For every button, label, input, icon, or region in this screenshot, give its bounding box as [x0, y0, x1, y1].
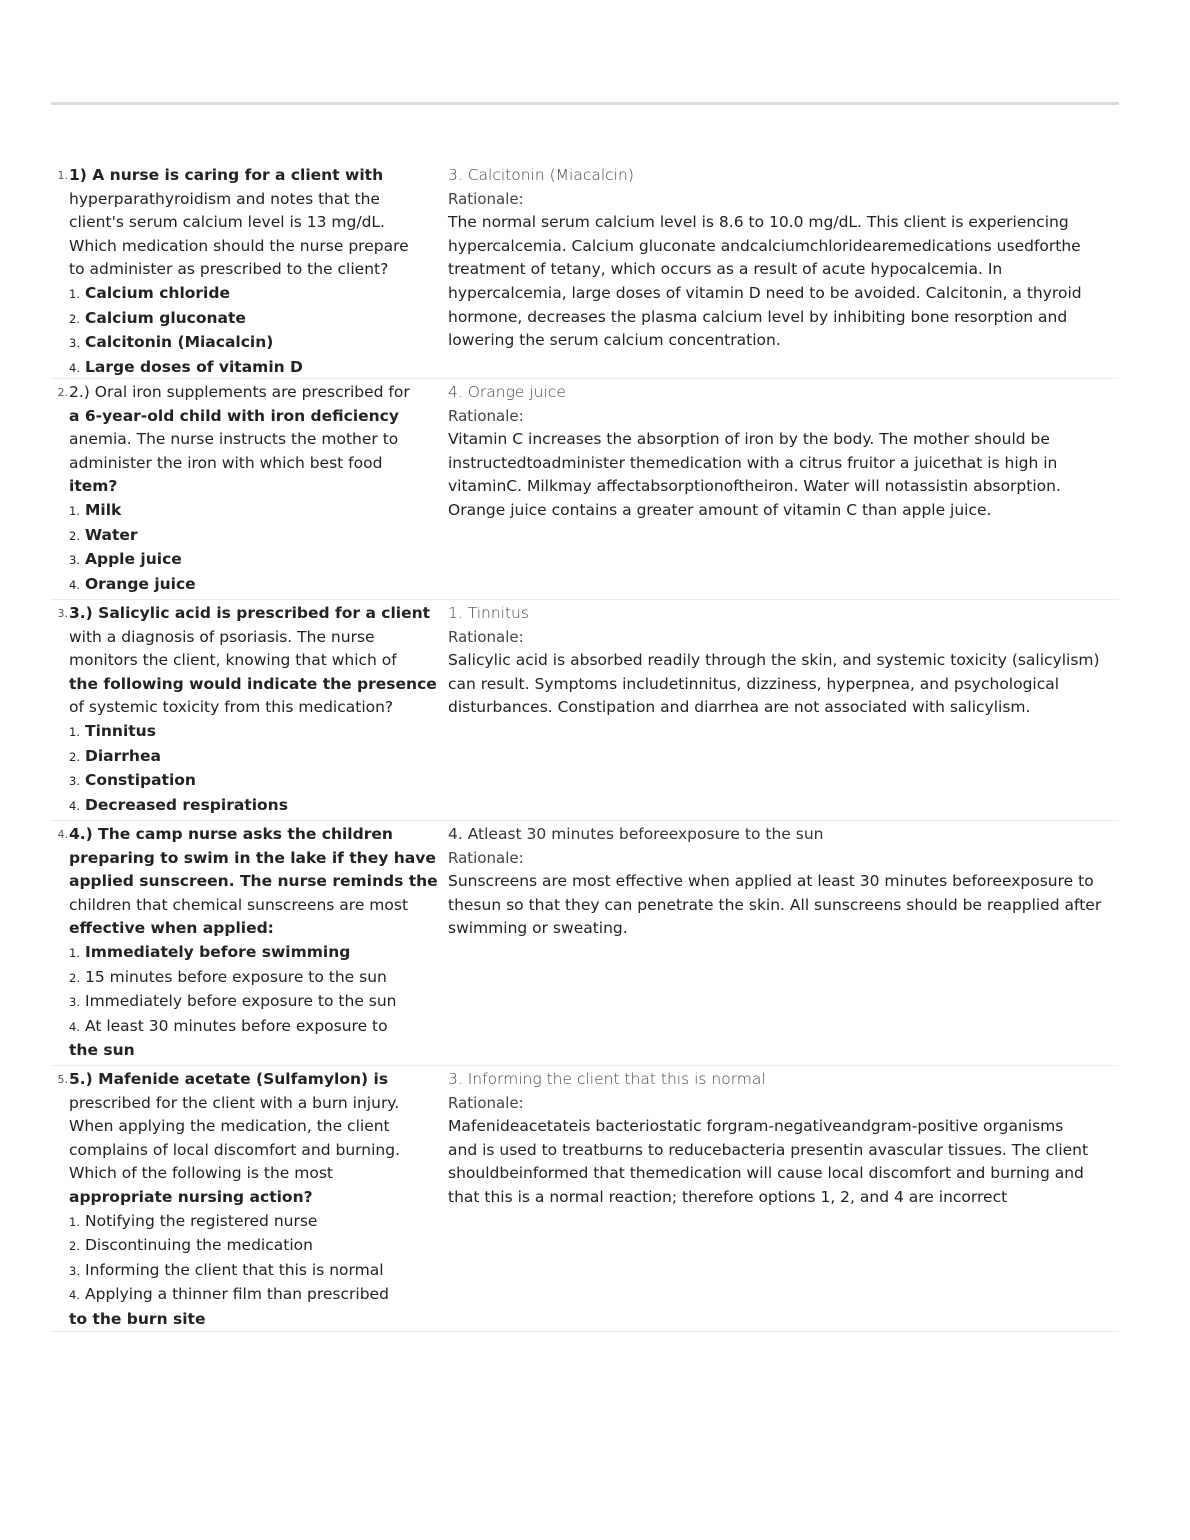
rationale-text-line: Vitamin C increases the absorption of iron by the body. The mother should be: [448, 430, 1050, 449]
question-column: [51, 602, 448, 820]
rationale-text-line: hypercalcemia. Calcium gluconate andcalciumchloridearemedications usedforthe: [448, 236, 1081, 255]
option-number: 4.: [69, 1019, 80, 1034]
question-number: 1.: [57, 169, 68, 182]
answer-option: [69, 548, 448, 573]
option-number: 4.: [69, 1288, 80, 1303]
answer-option: [69, 1283, 448, 1308]
rationale-text-line: The normal serum calcium level is 8.6 to 10.0 mg/dL. This client is experiencing: [448, 213, 1069, 232]
answer-option: [69, 966, 448, 991]
option-text: Tinnitus: [85, 721, 156, 740]
option-text: 15 minutes before exposure to the sun: [85, 967, 387, 986]
option-text: Discontinuing the medication: [85, 1236, 313, 1255]
answer-option: [69, 282, 448, 307]
answer-option: [69, 1015, 448, 1040]
option-number: 2.: [69, 749, 80, 764]
option-number: 1.: [69, 945, 80, 960]
answer-option: [69, 941, 448, 966]
question-text-line: prescribed for the client with a burn injury.: [69, 1093, 400, 1112]
question-card: [51, 379, 1119, 600]
option-number: 4.: [69, 360, 80, 375]
question-text-line: Which medication should the nurse prepare: [69, 236, 409, 255]
rationale-text-line: Salicylic acid is absorbed readily through the skin, and systemic toxicity (salicylism): [448, 651, 1100, 670]
rationale-text-line: instructedtoadminister themedication with a citrus fruitor a juicethat is high in: [448, 453, 1058, 472]
answer-option: [69, 745, 448, 770]
option-number: 1.: [69, 724, 80, 739]
option-text: At least 30 minutes before exposure to: [85, 1016, 388, 1035]
question-number: 3.: [57, 607, 68, 620]
option-text: Immediately before exposure to the sun: [85, 992, 397, 1011]
question-text-line: 4.) The camp nurse asks the children: [69, 825, 393, 843]
rationale-label: Rationale:: [448, 189, 524, 208]
question-text-line: monitors the client, knowing that which of: [69, 651, 397, 670]
option-number: 1.: [69, 286, 80, 301]
option-number: 2.: [69, 970, 80, 985]
question-text-line: anemia. The nurse instructs the mother to: [69, 430, 399, 449]
question-text-line: 3.) Salicylic acid is prescribed for a client: [69, 604, 431, 622]
answer-option: [69, 1259, 448, 1284]
option-number: 2.: [69, 528, 80, 543]
answer-option: [69, 573, 448, 598]
question-number: 4.: [57, 828, 68, 841]
top-divider: [51, 102, 1119, 105]
option-text: Immediately before swimming: [85, 942, 351, 961]
question-body: [69, 602, 448, 820]
option-text: Calcium chloride: [85, 283, 230, 302]
rationale-text-line: that this is a normal reaction; therefore options 1, 2, and 4 are incorrect: [448, 1187, 1008, 1206]
answer-option: [69, 990, 448, 1015]
answer-option: [69, 307, 448, 332]
question-text-line: to administer as prescribed to the client?: [69, 260, 389, 279]
question-column: [51, 1068, 448, 1331]
answer-option: [69, 524, 448, 549]
rationale-label: Rationale:: [448, 1093, 524, 1112]
rationale-text-line: hormone, decreases the plasma calcium level by inhibiting bone resorption and: [448, 307, 1068, 326]
option-number: 4.: [69, 577, 80, 592]
question-number: 2.: [57, 386, 68, 399]
question-body: [69, 164, 448, 378]
rationale-label: Rationale:: [448, 627, 524, 646]
option-text: Diarrhea: [85, 746, 161, 765]
answer-option: [69, 1234, 448, 1259]
option-number: 4.: [69, 798, 80, 813]
answer-option: [69, 331, 448, 356]
option-number: 3.: [69, 553, 80, 568]
option-text: the sun: [69, 1041, 135, 1060]
question-card: [51, 821, 1119, 1066]
rationale-text-line: Mafenideacetateis bacteriostatic forgram-negativeandgram-positive organisms: [448, 1117, 1064, 1136]
question-text-line: 5.) Mafenide acetate (Sulfamylon) is: [69, 1070, 389, 1088]
answer-option: [69, 1210, 448, 1235]
option-number: 3.: [69, 1263, 80, 1278]
question-text-line: When applying the medication, the client: [69, 1117, 390, 1136]
question-text-line: hyperparathyroidism and notes that the: [69, 189, 380, 208]
answer-column: [448, 164, 1119, 378]
option-text: Calcitonin (Miacalcin): [85, 333, 274, 352]
question-card: [51, 162, 1119, 379]
answer-option: [69, 356, 448, 381]
rationale-text-line: thesun so that they can penetrate the skin. All sunscreens should be reapplied after: [448, 895, 1102, 914]
question-text-line: preparing to swim in the lake if they have: [69, 848, 436, 867]
question-column: [51, 381, 448, 599]
correct-answer: 3. Informing the client that this is normal: [448, 1070, 766, 1088]
rationale-text-line: swimming or sweating.: [448, 919, 628, 938]
answer-column: [448, 602, 1119, 820]
option-number: 3.: [69, 336, 80, 351]
option-number: 2.: [69, 311, 80, 326]
answer-option: [69, 769, 448, 794]
rationale-text-line: treatment of tetany, which occurs as a result of acute hypocalcemia. In: [448, 260, 1003, 279]
question-text-line: the following would indicate the presence: [69, 674, 437, 693]
question-card: [51, 1066, 1119, 1332]
option-number: 2.: [69, 1239, 80, 1254]
question-body: [69, 823, 448, 1065]
option-number: 1.: [69, 503, 80, 518]
rationale-text-line: Orange juice contains a greater amount of vitamin C than apple juice.: [448, 500, 992, 519]
correct-answer: 3. Calcitonin (Miacalcin): [448, 166, 634, 184]
question-text-line: appropriate nursing action?: [69, 1187, 313, 1206]
answer-column: [448, 823, 1119, 1065]
answer-option: [69, 720, 448, 745]
rationale-text-line: Sunscreens are most effective when applied at least 30 minutes beforeexposure to: [448, 872, 1094, 891]
option-text: Decreased respirations: [85, 795, 288, 814]
option-text: Large doses of vitamin D: [85, 357, 303, 376]
rationale-text-line: vitaminC. Milkmay affectabsorptionoftheiron. Water will notassistin absorption.: [448, 477, 1061, 496]
question-text-line: administer the iron with which best food: [69, 453, 383, 472]
option-text: Apple juice: [85, 550, 182, 569]
question-number: 5.: [57, 1073, 68, 1086]
correct-answer: 1. Tinnitus: [448, 604, 529, 622]
rationale-label: Rationale:: [448, 406, 524, 425]
question-body: [69, 1068, 448, 1331]
option-text: Notifying the registered nurse: [85, 1211, 318, 1230]
rationale-text-line: lowering the serum calcium concentration.: [448, 331, 781, 350]
question-card: [51, 600, 1119, 821]
correct-answer: 4. Orange juice: [448, 383, 566, 401]
rationale-label: Rationale:: [448, 848, 524, 867]
rationale-text-line: shouldbeinformed that themedication will cause local discomfort and burning and: [448, 1164, 1084, 1183]
option-text: Milk: [85, 500, 122, 519]
question-list: [51, 162, 1119, 1332]
option-text: to the burn site: [69, 1309, 206, 1328]
question-text-line: Which of the following is the most: [69, 1164, 333, 1183]
option-text: Applying a thinner film than prescribed: [85, 1285, 389, 1304]
option-text: Constipation: [85, 771, 196, 790]
option-text: Calcium gluconate: [85, 308, 246, 327]
question-text-line: children that chemical sunscreens are most: [69, 895, 409, 914]
question-body: [69, 381, 448, 599]
question-text-line: of systemic toxicity from this medication?: [69, 698, 394, 717]
answer-option: [69, 499, 448, 524]
question-column: [51, 823, 448, 1065]
question-column: [51, 164, 448, 378]
question-text-line: 2.) Oral iron supplements are prescribed for: [69, 383, 410, 401]
question-text-line: effective when applied:: [69, 919, 274, 938]
option-text: Water: [85, 525, 138, 544]
question-text-line: client's serum calcium level is 13 mg/dL.: [69, 213, 385, 232]
answer-column: [448, 1068, 1119, 1331]
answer-option: [69, 1039, 448, 1063]
question-text-line: with a diagnosis of psoriasis. The nurse: [69, 627, 375, 646]
rationale-text-line: can result. Symptoms includetinnitus, dizziness, hyperpnea, and psychological: [448, 674, 1060, 693]
answer-option: [69, 1308, 448, 1332]
question-text-line: 1) A nurse is caring for a client with: [69, 166, 384, 184]
option-number: 3.: [69, 774, 80, 789]
option-number: 3.: [69, 995, 80, 1010]
question-text-line: complains of local discomfort and burning.: [69, 1140, 401, 1159]
rationale-text-line: hypercalcemia, large doses of vitamin D need to be avoided. Calcitonin, a thyroid: [448, 283, 1082, 302]
rationale-text-line: disturbances. Constipation and diarrhea are not associated with salicylism.: [448, 698, 1031, 717]
question-text-line: applied sunscreen. The nurse reminds the: [69, 872, 438, 891]
option-text: Orange juice: [85, 574, 196, 593]
answer-option: [69, 794, 448, 819]
rationale-text-line: and is used to treatburns to reducebacteria presentin avascular tissues. The client: [448, 1140, 1089, 1159]
answer-column: [448, 381, 1119, 599]
question-text-line: item?: [69, 477, 118, 496]
correct-answer: 4. Atleast 30 minutes beforeexposure to the sun: [448, 825, 824, 843]
option-text: Informing the client that this is normal: [85, 1260, 384, 1279]
question-text-line: a 6-year-old child with iron deficiency: [69, 406, 399, 425]
option-number: 1.: [69, 1214, 80, 1229]
